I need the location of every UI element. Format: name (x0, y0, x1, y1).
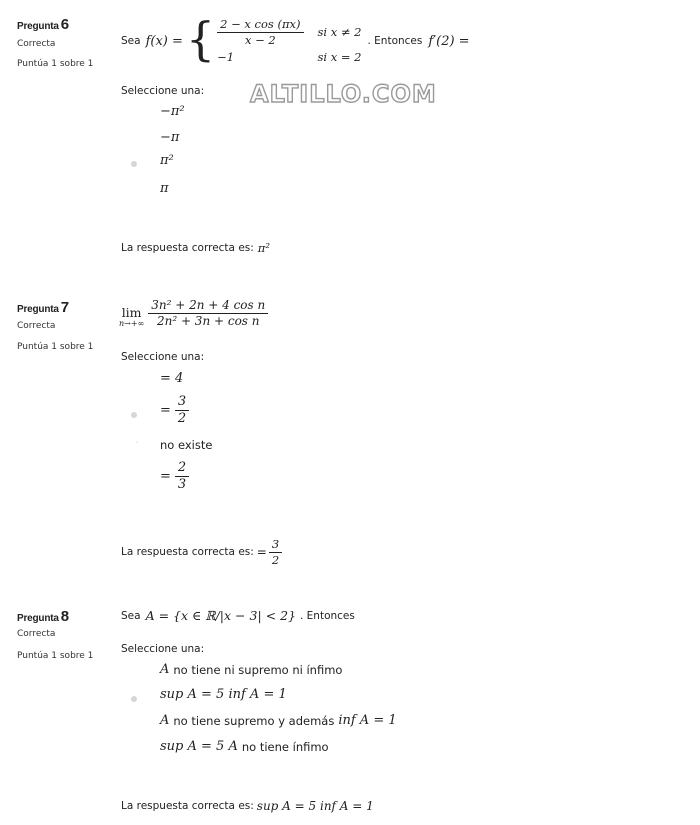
case1-denominator: x − 2 (244, 32, 276, 47)
limit-numerator: 3n² + 2n + 4 cos n (148, 299, 268, 314)
select-one-label: Seleccione una: (121, 351, 205, 363)
denominator: 2 (177, 411, 187, 427)
option-math: inf A = 1 (338, 713, 397, 728)
numerator: 2 (175, 461, 189, 477)
lim: lim (121, 304, 142, 320)
case1-condition: si x ≠ 2 (317, 25, 362, 39)
lim-subscript: n→+∞ (119, 318, 145, 328)
answer-value: π² (257, 241, 270, 255)
answer-prefix: La respuesta correcta es: (121, 546, 254, 559)
q6-correct-answer (121, 241, 270, 255)
question-6-header (17, 14, 69, 33)
question-number: 8 (60, 608, 70, 625)
question-8-header (17, 606, 69, 625)
equals-sign: = (160, 403, 171, 419)
q8-correct-answer (121, 799, 374, 813)
question-6-state: Correcta (17, 39, 56, 49)
numerator: 3 (269, 538, 282, 553)
question-label: Pregunta (17, 21, 59, 32)
fraction (175, 461, 189, 493)
question-7-text (119, 299, 268, 328)
equals-sign: = (160, 469, 171, 485)
select-one-label: Seleccione una: (121, 643, 205, 655)
q6-option-3[interactable]: π² (160, 153, 174, 168)
q8-option-1[interactable] (160, 662, 342, 677)
question-7-header (17, 297, 69, 316)
case2-value: −1 (217, 50, 235, 65)
question-number: 6 (60, 16, 70, 33)
function-def: f(x) = (145, 33, 183, 49)
answer-fraction (269, 538, 282, 566)
fraction (175, 395, 189, 427)
q6-option-1[interactable]: −π² (160, 104, 185, 119)
q7-option-4[interactable] (160, 461, 189, 493)
case1-fraction (217, 18, 303, 46)
case2-condition: si x = 2 (317, 50, 362, 65)
denominator: 2 (271, 552, 280, 567)
limit-fraction (148, 299, 268, 328)
q7-correct-answer (121, 538, 282, 566)
derivative-ask: f′(2) = (428, 33, 470, 49)
radio-unselected[interactable] (136, 441, 138, 443)
q8-option-2[interactable] (160, 687, 287, 702)
question-label: Pregunta (17, 304, 59, 315)
sea-text: Sea (121, 609, 141, 622)
question-8-state: Correcta (17, 629, 56, 639)
radio-selected[interactable] (131, 696, 137, 702)
answer-prefix: La respuesta correcta es: (121, 800, 254, 812)
q8-option-4[interactable] (160, 739, 329, 754)
q6-option-4[interactable]: π (160, 181, 169, 196)
option-math: sup A = 5 inf A = 1 (160, 687, 287, 702)
radio-selected[interactable] (131, 161, 137, 167)
select-one-label: Seleccione una: (121, 85, 205, 97)
option-text: no tiene ni supremo ni ínfimo (173, 662, 343, 677)
answer-prefix: La respuesta correcta es: (121, 242, 254, 254)
radio-selected[interactable] (131, 412, 137, 418)
limit-operator (119, 306, 144, 328)
set-definition: A = {x ∈ ℝ/|x − 3| < 2} (145, 608, 296, 623)
question-label: Pregunta (17, 613, 59, 624)
question-7-state: Correcta (17, 321, 56, 331)
limit-denominator: 2n² + 3n + cos n (156, 314, 260, 329)
question-7-score: Puntúa 1 sobre 1 (17, 342, 94, 352)
sea-text: Sea (121, 35, 141, 47)
numerator: 3 (175, 395, 189, 411)
option-text: no tiene ínfimo (241, 739, 329, 754)
then-text: . Entonces (299, 609, 355, 622)
question-8-score: Puntúa 1 sobre 1 (17, 651, 94, 661)
then-text: . Entonces (367, 35, 423, 47)
watermark: ALTILLO.COM (250, 80, 437, 108)
question-8-text (121, 608, 355, 623)
case1-numerator: 2 − x cos (πx) (217, 18, 303, 33)
q8-option-3[interactable] (160, 713, 397, 728)
option-text: no tiene supremo y además (173, 713, 335, 728)
q6-option-2[interactable]: −π (160, 130, 180, 145)
set-symbol: A (160, 662, 170, 677)
denominator: 3 (177, 477, 187, 493)
question-6-text (121, 12, 470, 66)
question-number: 7 (60, 299, 70, 316)
q7-option-1[interactable]: = 4 (160, 371, 184, 386)
answer-value: sup A = 5 inf A = 1 (256, 799, 374, 813)
equals-sign: = (256, 545, 267, 560)
q7-option-3[interactable]: no existe (160, 438, 213, 452)
option-math: sup A = 5 A (160, 739, 238, 754)
brace: { (185, 12, 216, 66)
piecewise-cases (217, 18, 361, 64)
set-symbol: A (160, 713, 170, 728)
q7-option-2[interactable] (160, 395, 189, 427)
question-6-score: Puntúa 1 sobre 1 (17, 59, 94, 69)
